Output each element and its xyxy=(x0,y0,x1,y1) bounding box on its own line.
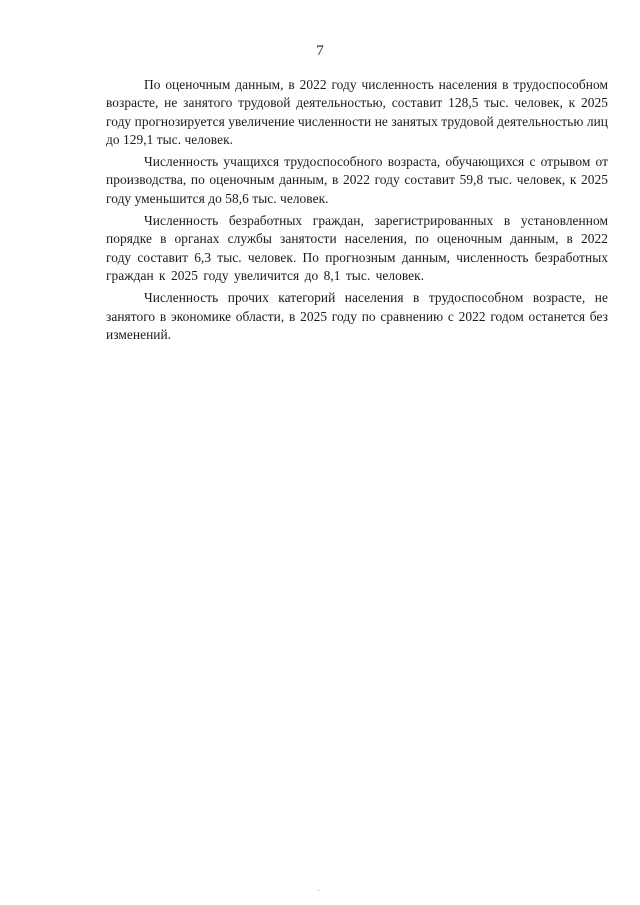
paragraph-students: Численность учащихся трудоспособного возраста, обучающихся с отрывом от производства, по оценочным данным, в 2022 году составит 59,8 тыс. человек, к 2025 году уменьшится до 58,6 тыс. человек. xyxy=(106,154,608,206)
page-number: 7 xyxy=(316,43,324,59)
document-body xyxy=(106,76,608,348)
scan-artifact-dot xyxy=(318,890,319,891)
paragraph-unemployed-population: По оценочным данным, в 2022 году численность населения в трудоспособном возрасте, не занятого трудовой деятельностью, составит 128,5 тыс. человек, к 2025 году прогнозируется увеличение численности не занятых трудовой деятельностью лиц до 129,1 тыс. человек. xyxy=(106,77,608,147)
paragraph-registered-unemployed: Численность безработных граждан, зарегистрированных в установленном порядке в органах службы занятости населения, по оценочным данным, в 2022 году составит 6,3 тыс. человек. По прогнозным данным, численность безработных граждан к 2025 году увеличится до 8,1 тыс. человек. xyxy=(106,213,608,283)
paragraph-other-categories: Численность прочих категорий населения в трудоспособном возрасте, не занятого в экономике области, в 2025 году по сравнению с 2022 годом останется без изменений. xyxy=(106,290,608,342)
